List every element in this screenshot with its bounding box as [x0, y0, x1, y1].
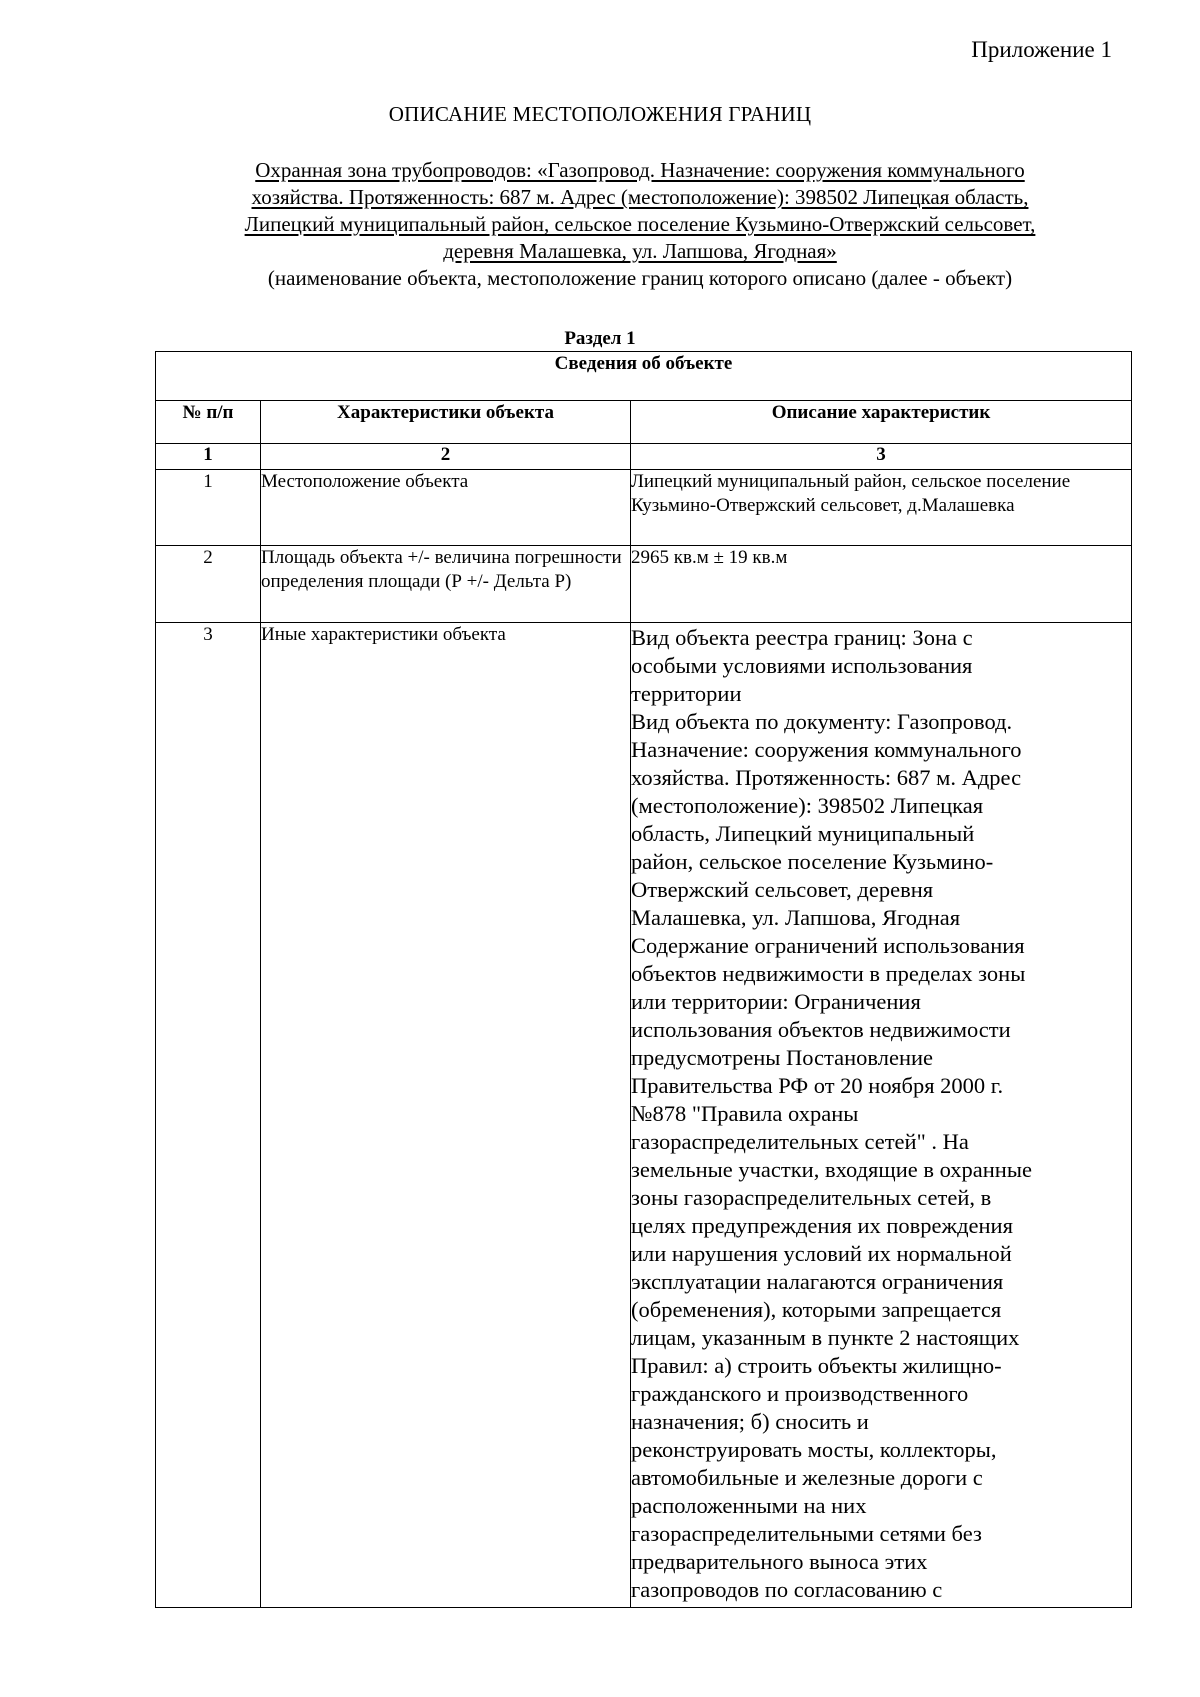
row-description-line: объектов недвижимости в пределах зоны	[631, 961, 1026, 986]
row-description-line: реконструировать мосты, коллекторы,	[631, 1437, 997, 1462]
row-description	[631, 623, 1132, 1608]
row-description-line: эксплуатации налагаются ограничения	[631, 1269, 1004, 1294]
column-number: 2	[261, 444, 631, 470]
row-characteristic: Местоположение объекта	[261, 470, 631, 546]
row-description-line: (обременения), которыми запрещается	[631, 1297, 1002, 1322]
row-description-line: район, сельское поселение Кузьмино-	[631, 849, 994, 874]
row-number: 2	[156, 546, 261, 623]
column-header-description: Описание характеристик	[631, 401, 1132, 444]
row-description-line: газораспределительными сетями без	[631, 1521, 982, 1546]
row-description-line: газораспределительных сетей" . На	[631, 1129, 969, 1154]
object-name-line: Липецкий муниципальный район, сельское поселение Кузьмино-Отвержский сельсовет,	[244, 212, 1036, 236]
object-info-table	[155, 351, 1132, 1608]
object-name-line: деревня Малашевка, ул. Лапшова, Ягодная»	[443, 239, 837, 263]
row-description-line: Вид объекта реестра границ: Зона с	[631, 625, 973, 650]
row-description-line: использования объектов недвижимости	[631, 1017, 1011, 1042]
table-title: Сведения об объекте	[156, 352, 1132, 401]
row-description-line: область, Липецкий муниципальный	[631, 821, 975, 846]
object-name	[150, 157, 1130, 265]
object-name-line: Охранная зона трубопроводов: «Газопровод. Назначение: сооружения коммунального	[255, 158, 1025, 182]
row-description-line: земельные участки, входящие в охранные	[631, 1157, 1032, 1182]
row-description-line: Вид объекта по документу: Газопровод.	[631, 709, 1013, 734]
row-description-line: Содержание ограничений использования	[631, 933, 1025, 958]
row-description-line: зоны газораспределительных сетей, в	[631, 1185, 992, 1210]
row-characteristic: Площадь объекта +/- величина погрешности определения площади (Р +/- Дельта Р)	[261, 546, 631, 623]
row-description-line: Малашевка, ул. Лапшова, Ягодная	[631, 905, 961, 930]
row-description-line: особыми условиями использования	[631, 653, 973, 678]
column-header-number: № п/п	[156, 401, 261, 444]
row-description: Липецкий муниципальный район, сельское поселение Кузьмино-Отвержский сельсовет, д.Малашевка	[631, 470, 1132, 546]
row-description-line: предусмотрены Постановление	[631, 1045, 934, 1070]
row-description-line: гражданского и производственного	[631, 1381, 969, 1406]
table-row	[156, 546, 1132, 623]
row-description-line: или территории: Ограничения	[631, 989, 921, 1014]
row-characteristic: Иные характеристики объекта	[261, 623, 631, 1608]
row-description-line: территории	[631, 681, 742, 706]
section-title: Раздел 1	[564, 328, 636, 349]
row-description-line: Назначение: сооружения коммунального	[631, 737, 1022, 762]
row-description-line: расположенными на них	[631, 1493, 867, 1518]
row-description-line: №878 "Правила охраны	[631, 1101, 859, 1126]
row-description-line: целях предупреждения их повреждения	[631, 1213, 1013, 1238]
row-description-line: назначения; б) сносить и	[631, 1409, 869, 1434]
table-row	[156, 470, 1132, 546]
row-number: 3	[156, 623, 261, 1608]
row-description-line: лицам, указанным в пункте 2 настоящих	[631, 1325, 1020, 1350]
object-name-caption: (наименование объекта, местоположение границ которого описано (далее - объект)	[267, 266, 1013, 290]
object-subject	[150, 157, 1130, 292]
column-number-row	[156, 444, 1132, 470]
row-description-line: автомобильные и железные дороги с	[631, 1465, 983, 1490]
row-description-line: газопроводов по согласованию с	[631, 1577, 943, 1602]
column-header-row	[156, 401, 1132, 444]
row-description: 2965 кв.м ± 19 кв.м	[631, 546, 1132, 623]
column-header-characteristic: Характеристики объекта	[261, 401, 631, 444]
row-description-line: Правил: а) строить объекты жилищно-	[631, 1353, 1002, 1378]
row-description-line: или нарушения условий их нормальной	[631, 1241, 1012, 1266]
row-description-line: хозяйства. Протяженность: 687 м. Адрес	[631, 765, 1022, 790]
row-description-line: (местоположение): 398502 Липецкая	[631, 793, 984, 818]
document-title: ОПИСАНИЕ МЕСТОПОЛОЖЕНИЯ ГРАНИЦ	[388, 102, 812, 126]
column-number: 1	[156, 444, 261, 470]
table-title-row	[156, 352, 1132, 401]
object-name-line: хозяйства. Протяженность: 687 м. Адрес (местоположение): 398502 Липецкая область,	[251, 185, 1029, 209]
column-number: 3	[631, 444, 1132, 470]
row-number: 1	[156, 470, 261, 546]
row-description-line: предварительного выноса этих	[631, 1549, 928, 1574]
row-description-line: Правительства РФ от 20 ноября 2000 г.	[631, 1073, 1004, 1098]
table-row	[156, 623, 1132, 1608]
appendix-label: Приложение 1	[971, 37, 1112, 62]
row-description-line: Отвержский сельсовет, деревня	[631, 877, 934, 902]
